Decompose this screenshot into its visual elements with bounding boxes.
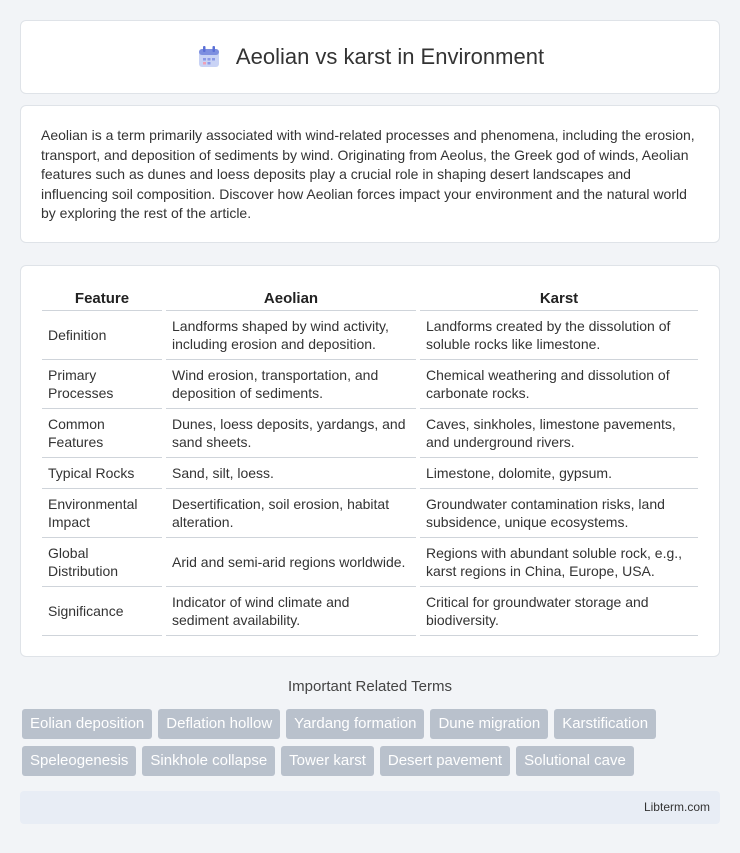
- row-karst: Limestone, dolomite, gypsum.: [420, 458, 698, 489]
- row-karst: Critical for groundwater storage and biodiversity.: [420, 587, 698, 636]
- table-row: [42, 489, 698, 538]
- related-term-chip[interactable]: Tower karst: [281, 746, 374, 776]
- row-feature: Global Distribution: [42, 538, 162, 587]
- row-aeolian: Dunes, loess deposits, yardangs, and sand sheets.: [166, 409, 416, 458]
- table-header-row: [42, 286, 698, 311]
- related-term-chip[interactable]: Dune migration: [430, 709, 548, 739]
- page-header: [20, 20, 720, 94]
- footer-brand-link[interactable]: Libterm.com: [643, 799, 710, 814]
- table-row: [42, 458, 698, 489]
- row-feature: Environmental Impact: [42, 489, 162, 538]
- table-row: [42, 409, 698, 458]
- row-aeolian: Sand, silt, loess.: [166, 458, 416, 489]
- comparison-card: [20, 265, 720, 657]
- row-aeolian: Indicator of wind climate and sediment availability.: [166, 587, 416, 636]
- row-aeolian: Arid and semi-arid regions worldwide.: [166, 538, 416, 587]
- row-aeolian: Desertification, soil erosion, habitat alteration.: [166, 489, 416, 538]
- related-terms-list: [22, 709, 720, 776]
- related-term-chip[interactable]: Solutional cave: [516, 746, 634, 776]
- related-term-chip[interactable]: Eolian deposition: [22, 709, 152, 739]
- row-karst: Landforms created by the dissolution of soluble rocks like limestone.: [420, 311, 698, 360]
- table-row: [42, 311, 698, 360]
- intro-text: Aeolian is a term primarily associated with wind-related processes and phenomena, including the erosion, transport, and deposition of sediments by wind. Originating from Aeolus, the Greek god of winds, Aeolian features such as dunes and loess deposits play a crucial role in shaping desert landscapes and influencing soil composition. Discover how Aeolian forces impact your environment and the natural world by exploring the rest of the article.: [41, 127, 695, 221]
- row-feature: Significance: [42, 587, 162, 636]
- related-term-chip[interactable]: Deflation hollow: [158, 709, 280, 739]
- intro-card: [20, 105, 720, 243]
- row-karst: Chemical weathering and dissolution of carbonate rocks.: [420, 360, 698, 409]
- table-row: [42, 587, 698, 636]
- related-terms-title: Important Related Terms: [288, 677, 452, 695]
- column-header-karst: Karst: [420, 286, 698, 311]
- page-title: Aeolian vs karst in Environment: [235, 44, 545, 69]
- row-karst: Regions with abundant soluble rock, e.g., karst regions in China, Europe, USA.: [420, 538, 698, 587]
- table-row: [42, 538, 698, 587]
- row-karst: Groundwater contamination risks, land subsidence, unique ecosystems.: [420, 489, 698, 538]
- related-term-chip[interactable]: Speleogenesis: [22, 746, 136, 776]
- row-aeolian: Wind erosion, transportation, and deposition of sediments.: [166, 360, 416, 409]
- row-feature: Typical Rocks: [42, 458, 162, 489]
- calendar-icon: [196, 44, 222, 70]
- comparison-table: [38, 286, 702, 636]
- related-term-chip[interactable]: Desert pavement: [380, 746, 510, 776]
- row-feature: Primary Processes: [42, 360, 162, 409]
- related-term-chip[interactable]: Yardang formation: [286, 709, 424, 739]
- column-header-aeolian: Aeolian: [166, 286, 416, 311]
- row-karst: Caves, sinkholes, limestone pavements, and underground rivers.: [420, 409, 698, 458]
- column-header-feature: Feature: [42, 286, 162, 311]
- row-aeolian: Landforms shaped by wind activity, including erosion and deposition.: [166, 311, 416, 360]
- row-feature: Common Features: [42, 409, 162, 458]
- footer: [20, 791, 720, 824]
- row-feature: Definition: [42, 311, 162, 360]
- related-term-chip[interactable]: Karstification: [554, 709, 656, 739]
- related-term-chip[interactable]: Sinkhole collapse: [142, 746, 275, 776]
- table-row: [42, 360, 698, 409]
